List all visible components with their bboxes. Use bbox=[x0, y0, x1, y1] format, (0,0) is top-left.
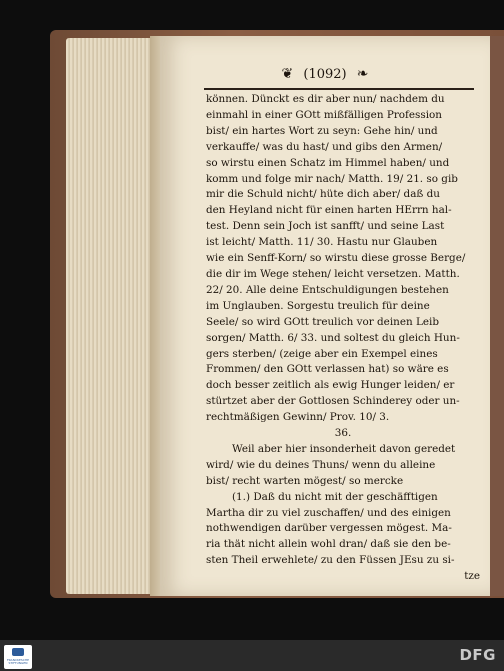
text-line: Martha dir zu viel zuschaffen/ und des einigen bbox=[206, 506, 451, 519]
text-line: Seele/ so wird GOtt treulich vor deinen Leib bbox=[206, 315, 440, 328]
text-line: bist/ recht warten mögest/ so mercke bbox=[206, 474, 404, 487]
ornament-left-icon: ❦ bbox=[281, 66, 294, 82]
text-line: so wirstu einen Schatz im Himmel haben/ und bbox=[206, 156, 450, 169]
text-line: sten Theil erwehlete/ zu den Füssen JEsu zu si- bbox=[206, 554, 455, 567]
text-line: im Unglauben. Sorgestu treulich für deine bbox=[206, 299, 430, 312]
text-line: verkauffe/ was du hast/ und gibs den Armen/ bbox=[206, 140, 443, 153]
text-line: mir die Schuld nicht/ hüte dich aber/ daß du bbox=[206, 188, 440, 201]
text-line: können. Dünckt es dir aber nun/ nachdem du bbox=[206, 93, 445, 105]
text-line: 22/ 20. Alle deine Entschuldigungen bestehen bbox=[206, 283, 449, 296]
text-line: den Heyland nicht für einen harten HErrn hal- bbox=[206, 204, 452, 217]
page-header bbox=[160, 66, 490, 82]
text-line: gers sterben/ (zeige aber ein Exempel eines bbox=[206, 347, 438, 360]
text-line: Frommen/ den GOtt verlassen hat) so wäre es bbox=[206, 363, 449, 376]
page-edges bbox=[66, 38, 160, 594]
text-line: nothwendigen darüber vergessen mögest. Ma- bbox=[206, 522, 452, 535]
text-line: wird/ wie du deines Thuns/ wenn du alleine bbox=[206, 458, 436, 471]
text-line: wie ein Senff-Korn/ so wirstu diese grosse Berge/ bbox=[206, 252, 466, 265]
text-line: ist leicht/ Matth. 11/ 30. Hastu nur Glauben bbox=[206, 236, 438, 249]
page-number: (1092) bbox=[303, 67, 347, 82]
library-logo-caption: FRANCKESCHE STIFTUNGEN bbox=[6, 658, 30, 666]
text-line: Weil aber hier insonderheit davon geredet bbox=[232, 442, 456, 455]
library-logo-icon bbox=[12, 648, 24, 656]
catchword: tze bbox=[464, 570, 480, 583]
text-line: sorgen/ Matth. 6/ 33. und soltest du gleich Hun- bbox=[206, 331, 460, 344]
section-number: 36. bbox=[334, 427, 352, 440]
body-text bbox=[206, 92, 480, 585]
footer-bar bbox=[0, 640, 504, 671]
text-line: test. Denn sein Joch ist sanfft/ und seine Last bbox=[206, 220, 445, 233]
text-line: einmahl in einer GOtt mißfälligen Profession bbox=[206, 108, 442, 121]
ornament-right-icon: ❧ bbox=[356, 66, 369, 82]
header-rule bbox=[204, 88, 474, 90]
text-line: (1.) Daß du nicht mit der geschäfftigen bbox=[232, 490, 438, 503]
text-line: stürtzet aber der Gottlosen Schinderey oder un- bbox=[206, 395, 460, 408]
cover-edge bbox=[490, 36, 504, 596]
text-line: die dir im Wege stehen/ leicht versetzen. Matth. bbox=[206, 267, 460, 280]
text-line: ria thät nicht allein wohl dran/ daß sie den be- bbox=[206, 538, 451, 551]
text-line: komm und folge mir nach/ Matth. 19/ 21. so gib bbox=[206, 172, 458, 185]
dfg-logo[interactable]: DFG bbox=[459, 646, 496, 664]
text-line: rechtmäßigen Gewinn/ Prov. 10/ 3. bbox=[206, 411, 390, 424]
book-page bbox=[160, 36, 490, 596]
text-line: doch besser zeitlich als ewig Hunger leiden/ er bbox=[206, 379, 455, 392]
text-line: bist/ ein hartes Wort zu seyn: Gehe hin/ und bbox=[206, 124, 438, 137]
